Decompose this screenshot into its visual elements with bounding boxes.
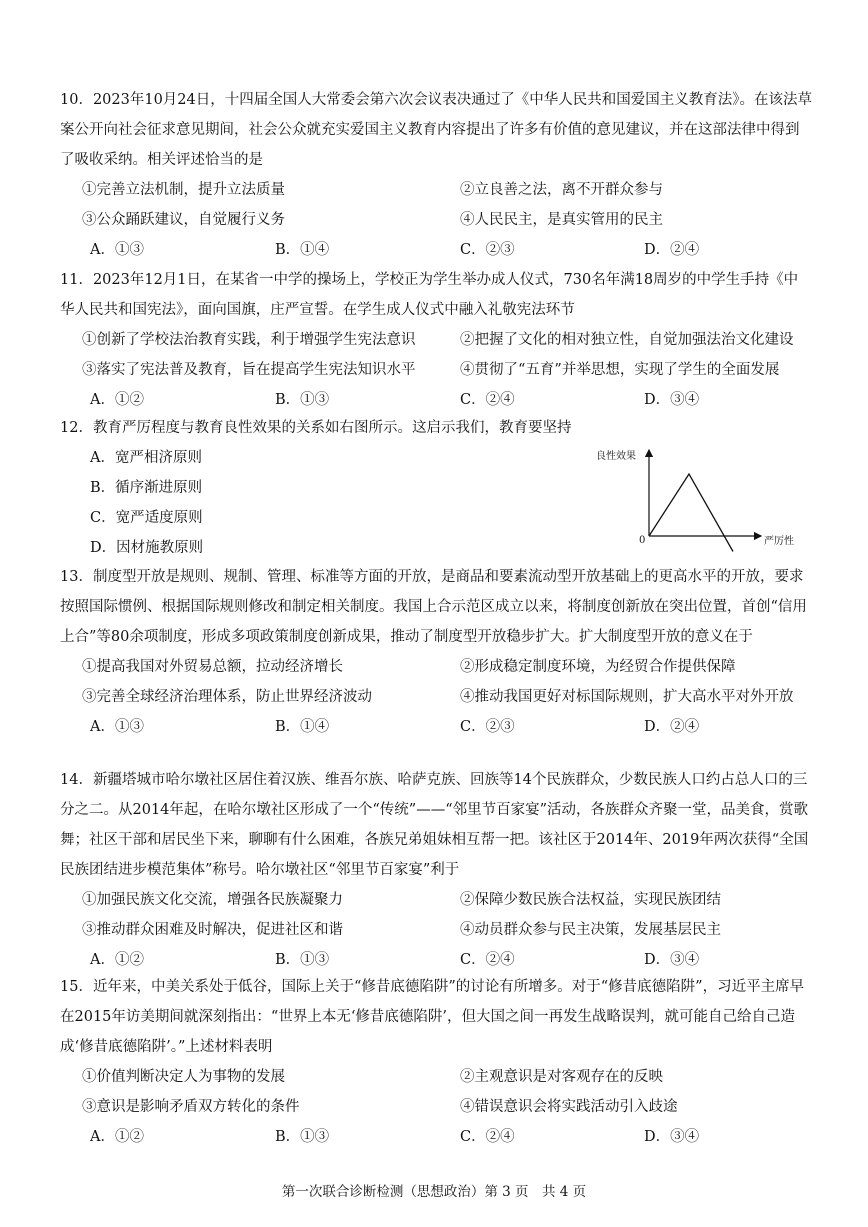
- question-11-answers: [60, 385, 812, 415]
- question-15-answer-b: B．①③: [275, 1129, 330, 1145]
- question-11-options-row-2: [60, 355, 812, 385]
- question-15-option-2: ②主观意识是对客观存在的反映: [460, 1069, 663, 1085]
- question-15-stem: 15．近年来，中美关系处于低谷，国际上关于“修昔底德陷阱”的讨论有所增多。对于“修昔底德陷阱”，习近平主席早在2015年访美期间就深刻指出：“世界上本无‘修昔底德陷阱’，但大国之间一再发生战略误判，就可能自己给自己造成‘修昔底德陷阱’。”上述材料表明: [60, 979, 805, 1055]
- question-11-answer-d: D．③④: [644, 392, 700, 408]
- question-14-stem: 14．新疆塔城市哈尔墩社区居住着汉族、维吾尔族、哈萨克族、回族等14个民族群众，少数民族人口约占总人口的三分之二。从2014年起，在哈尔墩社区形成了一个“传统”——“邻里节百家宴”活动，各族群众齐聚一堂，品美食，赏歌舞；社区干部和居民坐下来，聊聊有什么困难，各族兄弟姐妹相互帮一把。该社区于2014年、2019年两次获得“全国民族团结进步模范集体”称号。哈尔墩社区“邻里节百家宴”利于: [60, 772, 809, 878]
- question-11-answer-b: B．①③: [275, 392, 330, 408]
- question-11-option-2: ②把握了文化的相对独立性，自觉加强法治文化建设: [460, 332, 794, 348]
- question-15-option-1: ①价值判断决定人为事物的发展: [82, 1069, 285, 1085]
- question-14-answers: [60, 945, 812, 975]
- question-11-answer-a: A．①②: [90, 392, 144, 408]
- question-10-answer-d: D．②④: [644, 242, 700, 258]
- question-10: [60, 85, 812, 265]
- question-12-option-a: A．宽严相济原则: [90, 450, 202, 466]
- question-14-answer-b: B．①③: [275, 952, 330, 968]
- question-15-answer-c: C．②④: [460, 1129, 515, 1145]
- question-14-option-4: ④动员群众参与民主决策，发展基层民主: [460, 922, 721, 938]
- question-15-options-row-1: [60, 1062, 812, 1092]
- question-11-option-3: ③落实了宪法普及教育，旨在提高学生宪法知识水平: [82, 362, 416, 378]
- question-10-options-row-1: [60, 175, 812, 205]
- question-14-options-row-2: [60, 915, 812, 945]
- question-13-answer-b: B．①④: [275, 719, 330, 735]
- question-15-option-3: ③意识是影响矛盾双方转化的条件: [82, 1099, 300, 1115]
- question-13-answers: [60, 712, 812, 742]
- question-10-answer-a: A．①③: [90, 242, 144, 258]
- question-10-option-1: ①完善立法机制，提升立法质量: [82, 182, 285, 198]
- question-13-options-row-1: [60, 652, 812, 682]
- question-13-answer-a: A．①③: [90, 719, 144, 735]
- question-10-stem: 10．2023年10月24日，十四届全国人大常委会第六次会议表决通过了《中华人民共和国爱国主义教育法》。在该法草案公开向社会征求意见期间，社会公众就充实爱国主义教育内容提出了许多有价值的意见建议，并在这部法律中得到了吸收采纳。相关评述恰当的是: [60, 92, 812, 168]
- chart-effect-line: [649, 474, 733, 552]
- question-15-option-4: ④错误意识会将实践活动引入歧途: [460, 1099, 678, 1115]
- question-11-stem: 11．2023年12月1日，在某省一中学的操场上，学校正为学生举办成人仪式，730名年满18周岁的中学生手持《中华人民共和国宪法》，面向国旗，庄严宣誓。在学生成人仪式中融入礼敬宪法环节: [60, 272, 799, 318]
- question-13-option-1: ①提高我国对外贸易总额，拉动经济增长: [82, 659, 343, 675]
- question-11-option-4: ④贯彻了“五育”并举思想，实现了学生的全面发展: [460, 362, 780, 378]
- question-10-option-3: ③公众踊跃建议，自觉履行义务: [82, 212, 285, 228]
- question-11-options-row-1: [60, 325, 812, 355]
- question-12-chart: [586, 440, 816, 555]
- chart-origin-label: 0: [639, 535, 646, 546]
- question-15-options-row-2: [60, 1092, 812, 1122]
- question-12-option-c: C．宽严适度原则: [90, 510, 203, 526]
- question-15: [60, 972, 812, 1152]
- question-14-option-2: ②保障少数民族合法权益，实现民族团结: [460, 892, 721, 908]
- question-13-answer-d: D．②④: [644, 719, 700, 735]
- question-13: [60, 562, 812, 742]
- question-15-answer-d: D．③④: [644, 1129, 700, 1145]
- page-footer: 第一次联合诊断检测（思想政治）第 3 页 共 4 页: [281, 1184, 587, 1200]
- question-15-answers: [60, 1122, 812, 1152]
- question-11-option-1: ①创新了学校法治教育实践，利于增强学生宪法意识: [82, 332, 416, 348]
- question-13-option-4: ④推动我国更好对标国际规则，扩大高水平对外开放: [460, 689, 794, 705]
- question-10-option-4: ④人民民主，是真实管用的民主: [460, 212, 663, 228]
- question-14-answer-a: A．①②: [90, 952, 144, 968]
- question-12-option-b: B．循序渐进原则: [90, 480, 203, 496]
- question-14-options-row-1: [60, 885, 812, 915]
- question-10-options-row-2: [60, 205, 812, 235]
- question-13-option-3: ③完善全球经济治理体系，防止世界经济波动: [82, 689, 372, 705]
- question-13-option-2: ②形成稳定制度环境，为经贸合作提供保障: [460, 659, 736, 675]
- question-13-stem: 13．制度型开放是规则、规制、管理、标准等方面的开放，是商品和要素流动型开放基础上的更高水平的开放，要求按照国际惯例、根据国际规则修改和制定相关制度。我国上合示范区成立以来，将制度创新放在突出位置，首创“信用上合”等80余项制度，形成多项政策制度创新成果，推动了制度型开放稳步扩大。扩大制度型开放的意义在于: [60, 569, 807, 645]
- question-14: [60, 765, 812, 975]
- question-13-options-row-2: [60, 682, 812, 712]
- question-12-option-d: D．因材施教原则: [90, 540, 204, 556]
- question-13-answer-c: C．②③: [460, 719, 515, 735]
- question-10-answers: [60, 235, 812, 265]
- question-15-answer-a: A．①②: [90, 1129, 144, 1145]
- question-10-option-2: ②立良善之法，离不开群众参与: [460, 182, 663, 198]
- question-11-answer-c: C．②④: [460, 392, 515, 408]
- question-11: [60, 265, 812, 415]
- question-14-option-1: ①加强民族文化交流，增强各民族凝聚力: [82, 892, 343, 908]
- question-12-stem: 12．教育严厉程度与教育良性效果的关系如右图所示。这启示我们，教育要坚持: [60, 420, 572, 436]
- question-14-answer-d: D．③④: [644, 952, 700, 968]
- question-14-answer-c: C．②④: [460, 952, 515, 968]
- question-14-option-3: ③推动群众困难及时解决，促进社区和谐: [82, 922, 343, 938]
- chart-x-label: 严厉性: [764, 536, 794, 547]
- question-10-answer-c: C．②③: [460, 242, 515, 258]
- question-10-answer-b: B．①④: [275, 242, 330, 258]
- chart-y-label: 良性效果: [596, 451, 636, 462]
